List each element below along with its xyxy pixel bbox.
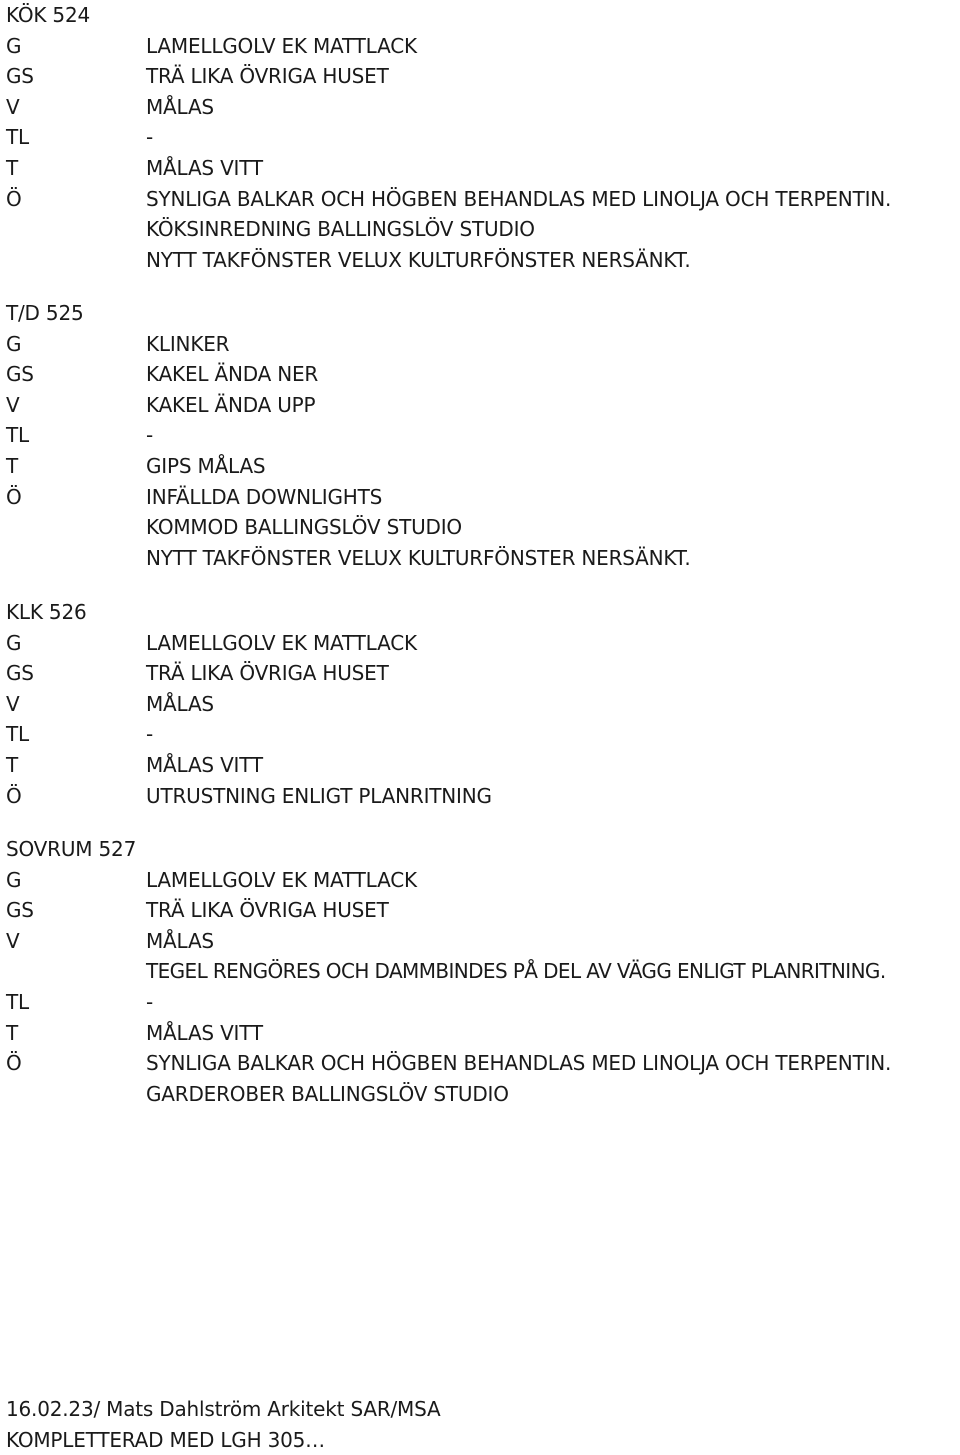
spec-value: - — [146, 722, 154, 747]
spec-code: TL — [6, 125, 29, 150]
spec-code: GS — [6, 898, 34, 923]
spec-value: TRÄ LIKA ÖVRIGA HUSET — [146, 64, 389, 89]
spec-row — [6, 451, 956, 482]
spec-value: NYTT TAKFÖNSTER VELUX KULTURFÖNSTER NERSÄNKT. — [146, 247, 691, 272]
spec-code: V — [6, 691, 20, 716]
spec-row — [6, 543, 956, 574]
spec-value: - — [146, 423, 154, 448]
spec-value: KAKEL ÄNDA UPP — [146, 392, 316, 417]
spec-row — [6, 750, 956, 781]
spec-value: KAKEL ÄNDA NER — [146, 362, 319, 387]
spec-value: KLINKER — [146, 331, 230, 356]
spec-value: - — [146, 125, 154, 150]
spec-value: MÅLAS — [146, 94, 214, 119]
spec-value: MÅLAS — [146, 691, 214, 716]
spec-value: MÅLAS VITT — [146, 752, 263, 777]
spec-row — [6, 987, 956, 1018]
spec-row — [6, 390, 956, 421]
spec-row — [6, 512, 956, 543]
spec-row — [6, 781, 956, 812]
spec-value: TRÄ LIKA ÖVRIGA HUSET — [146, 661, 389, 686]
spec-row — [6, 628, 956, 659]
spec-row — [6, 92, 956, 123]
spec-value: TEGEL RENGÖRES OCH DAMMBINDES PÅ DEL AV VÄGG ENLIGT PLANRITNING. — [146, 959, 886, 984]
spec-code: T — [6, 453, 19, 478]
spec-row — [6, 31, 956, 62]
spec-value: MÅLAS VITT — [146, 1020, 263, 1045]
spec-code: Ö — [6, 484, 22, 509]
spec-row — [6, 956, 956, 987]
spec-row — [6, 1018, 956, 1049]
spec-code: GS — [6, 64, 34, 89]
spec-value: MÅLAS — [146, 928, 214, 953]
spec-row — [6, 895, 956, 926]
spec-row — [6, 1048, 956, 1079]
footer-author-line: 16.02.23/ Mats Dahlström Arkitekt SAR/MSA — [6, 1397, 441, 1421]
spec-row — [6, 184, 956, 215]
room-section — [6, 834, 956, 1109]
spec-value: SYNLIGA BALKAR OCH HÖGBEN BEHANDLAS MED LINOLJA OCH TERPENTIN. — [146, 1051, 892, 1076]
room-section — [6, 0, 956, 275]
spec-row — [6, 926, 956, 957]
spec-code: Ö — [6, 1051, 22, 1076]
spec-code — [6, 245, 146, 276]
spec-row — [6, 1079, 956, 1110]
spec-code: G — [6, 867, 22, 892]
spec-row — [6, 153, 956, 184]
spec-value: INFÄLLDA DOWNLIGHTS — [146, 484, 383, 509]
spec-row — [6, 719, 956, 750]
spec-value: LAMELLGOLV EK MATTLACK — [146, 867, 417, 892]
spec-value: KÖKSINREDNING BALLINGSLÖV STUDIO — [146, 217, 535, 242]
spec-row — [6, 61, 956, 92]
spec-row — [6, 482, 956, 513]
spec-value: GIPS MÅLAS — [146, 453, 266, 478]
document-footer — [6, 1394, 956, 1455]
spec-row — [6, 420, 956, 451]
spec-value: SYNLIGA BALKAR OCH HÖGBEN BEHANDLAS MED LINOLJA OCH TERPENTIN. — [146, 186, 892, 211]
spec-value: LAMELLGOLV EK MATTLACK — [146, 33, 417, 58]
spec-row — [6, 359, 956, 390]
room-title: SOVRUM 527 — [6, 837, 137, 861]
spec-code — [6, 214, 146, 245]
spec-code: GS — [6, 362, 34, 387]
spec-row — [6, 658, 956, 689]
spec-code: V — [6, 392, 20, 417]
room-title: KLK 526 — [6, 600, 87, 624]
spec-code: G — [6, 331, 22, 356]
spec-value: LAMELLGOLV EK MATTLACK — [146, 630, 417, 655]
spec-row — [6, 865, 956, 896]
spec-code: V — [6, 94, 20, 119]
spec-value: MÅLAS VITT — [146, 155, 263, 180]
spec-code — [6, 956, 146, 987]
spec-value: NYTT TAKFÖNSTER VELUX KULTURFÖNSTER NERSÄNKT. — [146, 545, 691, 570]
spec-code: G — [6, 630, 22, 655]
spec-row — [6, 245, 956, 276]
spec-code: TL — [6, 722, 29, 747]
spec-code: TL — [6, 989, 29, 1014]
spec-code: GS — [6, 661, 34, 686]
spec-value: TRÄ LIKA ÖVRIGA HUSET — [146, 898, 389, 923]
spec-code: T — [6, 155, 19, 180]
spec-value: GARDEROBER BALLINGSLÖV STUDIO — [146, 1081, 509, 1106]
spec-row — [6, 214, 956, 245]
spec-code: G — [6, 33, 22, 58]
room-section — [6, 298, 956, 573]
room-section — [6, 597, 956, 811]
spec-value: - — [146, 989, 154, 1014]
spec-code: TL — [6, 423, 29, 448]
room-title: KÖK 524 — [6, 3, 91, 27]
spec-row — [6, 329, 956, 360]
spec-code — [6, 512, 146, 543]
spec-code: Ö — [6, 783, 22, 808]
spec-row — [6, 122, 956, 153]
spec-value: UTRUSTNING ENLIGT PLANRITNING — [146, 783, 492, 808]
spec-code: V — [6, 928, 20, 953]
footer-revision-line: KOMPLETTERAD MED LGH 305… — [6, 1427, 325, 1452]
room-title: T/D 525 — [6, 301, 84, 325]
spec-row — [6, 689, 956, 720]
spec-code: Ö — [6, 186, 22, 211]
spec-code: T — [6, 752, 19, 777]
spec-code: T — [6, 1020, 19, 1045]
spec-value: KOMMOD BALLINGSLÖV STUDIO — [146, 515, 462, 540]
spec-code — [6, 543, 146, 574]
spec-code — [6, 1079, 146, 1110]
